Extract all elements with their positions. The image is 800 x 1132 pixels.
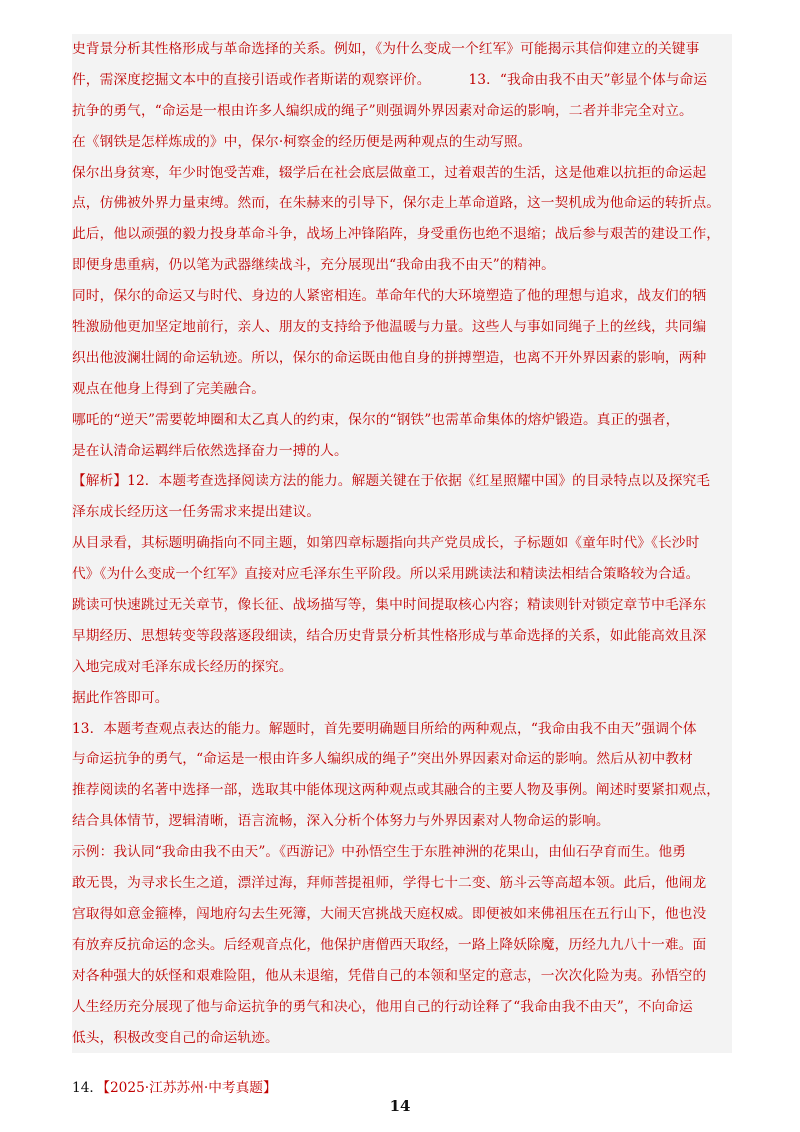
text-line: 低头，积极改变自己的命运轨迹。 <box>72 1029 279 1046</box>
text-line: 宫取得如意金箍棒，闯地府勾去生死簿，大闹天宫挑战天庭权威。即便被如来佛祖压在五行山下，他也没 <box>72 905 707 922</box>
text-line: 据此作答即可。 <box>72 689 169 706</box>
question-source-tag: 【2025·江苏苏州·中考真题】 <box>103 1080 277 1096</box>
text-line: 示例：我认同“我命由我不由天”。《西游记》中孙悟空生于东胜神洲的花果山，由仙石孕育而生。他勇 <box>72 844 686 861</box>
text-line <box>72 65 732 96</box>
text-line: 早期经历、思想转变等段落逐段细读，结合历史背景分析其性格形成与革命选择的关系，如此能高效且深 <box>72 627 707 644</box>
text-line: 点，仿佛被外界力量束缚。然而，在朱赫来的引导下，保尔走上革命道路，这一契机成为他命运的转折点。 <box>72 195 721 212</box>
text-line: 跳读可快速跳过无关章节，像长征、战场描写等，集中时间提取核心内容；精读则针对锁定章节中毛泽东 <box>72 597 707 614</box>
text-line: 泽东成长经历这一任务需求来提出建议。 <box>72 504 321 521</box>
text-line: 有放弃反抗命运的念头。后经观音点化，他保护唐僧西天取经，一路上降妖除魔，历经九九八十一难。面 <box>72 936 707 953</box>
text-line: 从目录看，其标题明确指向不同主题，如第四章标题指向共产党员成长，子标题如《童年时代》《长沙时 <box>72 535 700 552</box>
text-line: 织出他波澜壮阔的命运轨迹。所以，保尔的命运既由他自身的拼搏塑造，也离不开外界因素的影响，两种 <box>72 349 707 366</box>
question-14-heading <box>72 1076 277 1096</box>
text-line: 人生经历充分展现了他与命运抗争的勇气和决心，他用自己的行动诠释了“我命由我不由天”，不向命运 <box>72 998 693 1015</box>
text-line: 对各种强大的妖怪和艰难险阻，他从未退缩，凭借自己的本领和坚定的意志，一次次化险为夷。孙悟空的 <box>72 967 707 984</box>
text-line: 入地完成对毛泽东成长经历的探究。 <box>72 658 293 675</box>
text-line: 同时，保尔的命运又与时代、身边的人紧密相连。革命年代的大环境塑造了他的理想与追求，战友们的牺 <box>72 288 707 305</box>
text-line: 代》《为什么变成一个红军》直接对应毛泽东生平阶段。所以采用跳读法和精读法相结合策略较为合适。 <box>72 566 700 583</box>
text-segment: 件，需深度挖掘文本中的直接引语或作者斯诺的观察评价。 <box>72 71 431 88</box>
text-line: 推荐阅读的名著中选择一部，选取其中能体现这两种观点或其融合的主要人物及事例。阐述时要紧扣观点， <box>72 782 721 799</box>
text-line: 保尔出身贫寒，年少时饱受苦难，辍学后在社会底层做童工，过着艰苦的生活，这是他难以抗拒的命运起 <box>72 164 707 181</box>
text-line: 观点在他身上得到了完美融合。 <box>72 380 266 397</box>
answer-analysis-block <box>72 34 732 1053</box>
text-line: 敢无畏，为寻求长生之道，漂洋过海，拜师菩提祖师，学得七十二变、筋斗云等高超本领。此后，他闹龙 <box>72 875 707 892</box>
text-line: 即便身患重病，仍以笔为武器继续战斗，充分展现出“我命由我不由天”的精神。 <box>72 257 555 274</box>
text-line: 抗争的勇气，“命运是一根由许多人编织成的绳子”则强调外界因素对命运的影响，二者并非完全对立。 <box>72 102 693 119</box>
text-line: 牲激励他更加坚定地前行，亲人、朋友的支持给予他温暖与力量。这些人与事如同绳子上的丝线，共同编 <box>72 319 707 336</box>
page-number: 14 <box>389 1097 411 1115</box>
text-line: 结合具体情节，逻辑清晰，语言流畅，深入分析个体努力与外界因素对人物命运的影响。 <box>72 813 610 830</box>
question-number: 14． <box>72 1080 104 1096</box>
text-line: 在《钢铁是怎样炼成的》中，保尔·柯察金的经历便是两种观点的生动写照。 <box>72 133 532 150</box>
text-line: 史背景分析其性格形成与革命选择的关系。例如，《为什么变成一个红军》可能揭示其信仰建立的关键事 <box>72 41 700 57</box>
text-line: 13．本题考查观点表达的能力。解题时，首先要明确题目所给的两种观点，“我命由我不由天”强调个体 <box>72 720 697 737</box>
text-line: 哪吒的“逆天”需要乾坤圈和太乙真人的约束，保尔的“钢铁”也需革命集体的熔炉锻造。真正的强者， <box>72 411 680 428</box>
analysis-heading-line: 【解析】12．本题考查选择阅读方法的能力。解题关键在于依据《红星照耀中国》的目录特点以及探究毛 <box>72 473 711 490</box>
text-line: 是在认清命运羁绊后依然选择奋力一搏的人。 <box>72 442 348 459</box>
answer-13-start: 13．“我命由我不由天”彰显个体与命运 <box>468 71 708 88</box>
text-line: 此后，他以顽强的毅力投身革命斗争，战场上冲锋陷阵，身受重伤也绝不退缩；战后参与艰苦的建设工作， <box>72 226 721 243</box>
text-line: 与命运抗争的勇气，“命运是一根由许多人编织成的绳子”突出外界因素对命运的影响。然后从初中教材 <box>72 751 693 768</box>
